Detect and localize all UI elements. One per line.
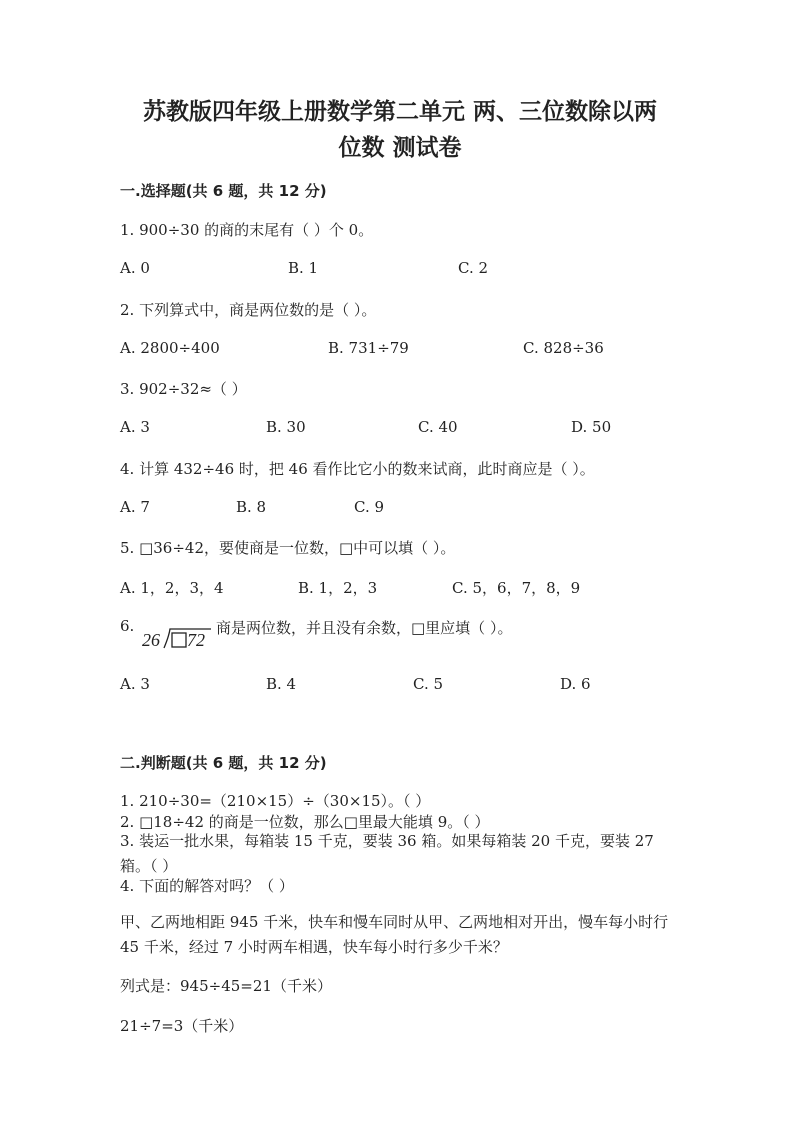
- q3-option-d: D. 50: [571, 418, 612, 436]
- question-2: 2. 下列算式中，商是两位数的是（ ）。: [120, 301, 377, 319]
- question-1: 1. 900÷30 的商的末尾有（ ）个 0。: [120, 221, 374, 239]
- question-4: 4. 计算 432÷46 时，把 46 看作比它小的数来试商，此时商应是（ ）。: [120, 460, 595, 478]
- q5-option-c: C. 5，6，7，8，9: [452, 579, 581, 597]
- judgment-item-3: 3. 装运一批水果，每箱装 15 千克，要装 36 箱。如果每箱装 20 千克，要装 27 箱。（ ）: [120, 832, 654, 875]
- q6-option-d: D. 6: [560, 675, 591, 693]
- q1-option-c: C. 2: [458, 259, 489, 277]
- question-6-number: 6.: [120, 617, 135, 635]
- q4-option-b: B. 8: [236, 498, 267, 516]
- long-division-figure: [140, 626, 212, 650]
- q3-option-b: B. 30: [266, 418, 306, 436]
- judgment-item-1: 1. 210÷30=（210×15）÷（30×15）。（ ）: [120, 792, 431, 810]
- judgment-item-4: 4. 下面的解答对吗？（ ）: [120, 877, 294, 895]
- title-line-1: 苏教版四年级上册数学第二单元 两、三位数除以两: [142, 99, 657, 125]
- question-6-text: 商是两位数，并且没有余数，□里应填（ ）。: [216, 619, 513, 637]
- q6-option-a: A. 3: [120, 675, 150, 693]
- q1-option-a: A. 0: [120, 259, 150, 277]
- q2-option-c: C. 828÷36: [523, 339, 604, 357]
- q1-option-b: B. 1: [288, 259, 319, 277]
- q6-option-b: B. 4: [266, 675, 297, 693]
- blank-box: [172, 633, 186, 647]
- divisor-text: 26: [142, 630, 160, 650]
- dividend-text: 72: [187, 630, 205, 650]
- question-5: 5. □36÷42，要使商是一位数，□中可以填（ ）。: [120, 539, 456, 557]
- q6-option-c: C. 5: [413, 675, 444, 693]
- page-title: [110, 94, 690, 166]
- q2-option-a: A. 2800÷400: [120, 339, 220, 357]
- title-line-2: 位数 测试卷: [338, 135, 462, 161]
- q3-option-c: C. 40: [418, 418, 458, 436]
- judgment-item-2: 2. □18÷42 的商是一位数，那么□里最大能填 9。（ ）: [120, 813, 490, 831]
- q2-option-b: B. 731÷79: [328, 339, 409, 357]
- question-3: 3. 902÷32≈（ ）: [120, 380, 247, 398]
- word-problem: 甲、乙两地相距 945 千米，快车和慢车同时从甲、乙两地相对开出，慢车每小时行 45 千米，经过 7 小时两车相遇，快车每小时行多少千米？: [120, 913, 669, 956]
- section-heading-judgment: 二.判断题(共 6 题，共 12 分): [120, 754, 327, 772]
- q3-option-a: A. 3: [120, 418, 150, 436]
- q4-option-c: C. 9: [354, 498, 385, 516]
- solution-line-2: 21÷7=3（千米）: [120, 1017, 244, 1035]
- q5-option-a: A. 1，2，3，4: [120, 579, 224, 597]
- section-heading-choice: 一.选择题(共 6 题，共 12 分): [120, 182, 327, 200]
- q4-option-a: A. 7: [120, 498, 150, 516]
- solution-line-1: 列式是：945÷45=21（千米）: [120, 977, 332, 995]
- q5-option-b: B. 1，2，3: [298, 579, 378, 597]
